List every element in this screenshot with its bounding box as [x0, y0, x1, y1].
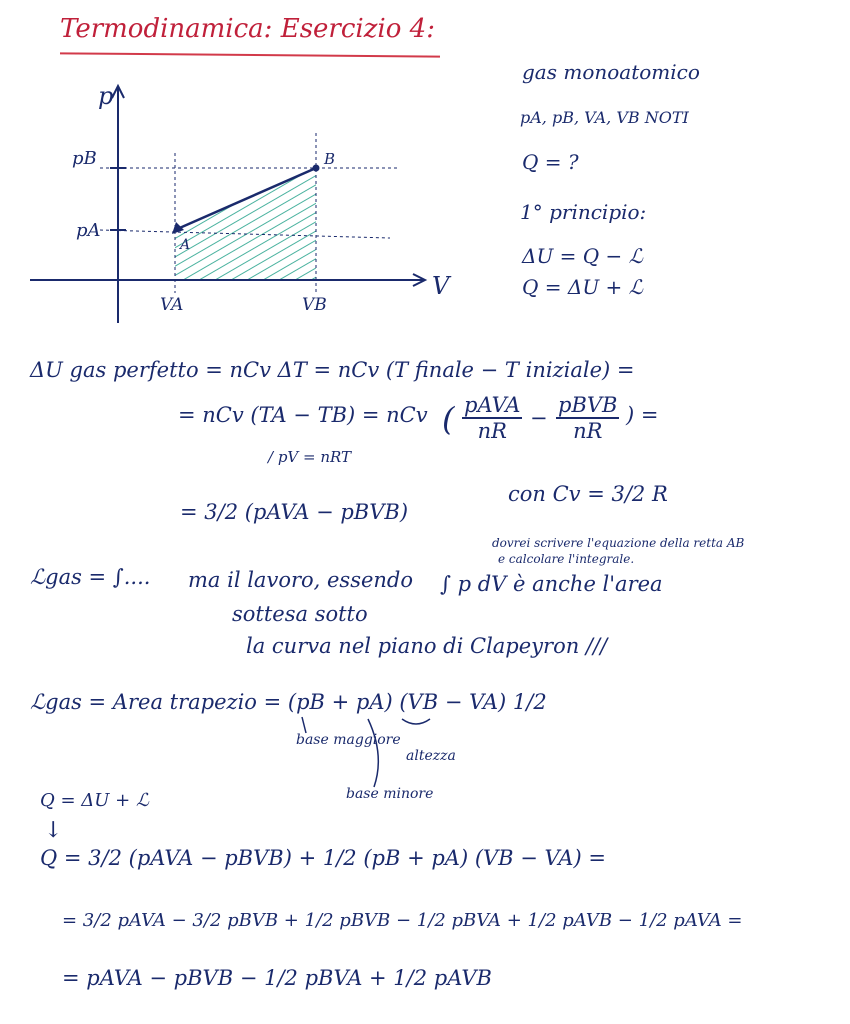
- label-point-b: B: [324, 150, 336, 168]
- fraction-pbvb-nr: [556, 393, 619, 443]
- result-line3: = pAVA − pBVB − 1/2 pBVA + 1/2 pAVB: [62, 966, 492, 990]
- frac1-den: nR: [477, 419, 507, 443]
- with-cv-note: con Cv = 3/2 R: [508, 482, 668, 506]
- pv-diagram: [20, 78, 470, 338]
- label-vb: VB: [302, 295, 327, 315]
- q-short: Q = ΔU + ℒ: [40, 790, 149, 811]
- work-text1: ma il lavoro, essendo: [188, 568, 414, 592]
- result-line2: = 3/2 pAVA − 3/2 pBVB + 1/2 pBVB − 1/2 pBVA + 1/2 pAVB − 1/2 pAVA =: [62, 910, 743, 931]
- note-retta: dovrei scrivere l'equazione della retta AB: [492, 536, 745, 550]
- title-underline: [60, 52, 440, 57]
- down-arrow: ↓: [44, 818, 63, 843]
- result-line1: Q = 3/2 (pAVA − pBVB) + 1/2 (pB + pA) (VB − VA) =: [40, 846, 606, 870]
- delta-u-line2-end: ) =: [626, 403, 659, 427]
- frac2-num: pBVB: [558, 393, 618, 417]
- note-eq2: Q = ΔU + ℒ: [522, 275, 644, 299]
- work-text3: la curva nel piano di Clapeyron ///: [246, 634, 608, 658]
- note-gas-type: gas monoatomico: [522, 60, 700, 84]
- open-paren: (: [442, 400, 455, 438]
- delta-u-line1: ΔU gas perfetto = nCv ΔT = nCv (T finale − T iniziale) =: [30, 358, 635, 382]
- lgas-integral: ℒgas = ∫....: [30, 565, 151, 589]
- label-base-maggiore: base maggiore: [296, 732, 401, 748]
- frac2-den: nR: [573, 419, 603, 443]
- delta-u-line2: = nCv (TA − TB) = nCv: [178, 403, 428, 427]
- fraction-pava-nr: [462, 393, 522, 443]
- note-integrale: e calcolare l'integrale.: [498, 552, 635, 566]
- note-first-law: 1° principio:: [520, 200, 647, 224]
- axis-v-label: V: [432, 272, 450, 300]
- work-area: [175, 168, 316, 280]
- label-base-minore: base minore: [346, 786, 434, 802]
- note-eq1: ΔU = Q − ℒ: [522, 244, 644, 268]
- minus-sign: −: [530, 406, 548, 430]
- label-altezza: altezza: [406, 748, 456, 764]
- axis-p-label: p: [98, 82, 114, 110]
- page-title: Termodinamica: Esercizio 4:: [60, 14, 435, 44]
- note-known-values: pA, pB, VA, VB NOTI: [520, 108, 689, 127]
- label-pa: pA: [76, 220, 101, 241]
- work-text2: sottesa sotto: [232, 602, 368, 626]
- ideal-gas-note: / pV = nRT: [268, 448, 352, 466]
- integral-area: ∫ p dV è anche l'area: [440, 572, 663, 596]
- point-b-marker: [313, 165, 320, 172]
- trapezoid-formula: ℒgas = Area trapezio = (pB + pA) (VB − VA) 1/2: [30, 690, 547, 714]
- delta-u-line3: = 3/2 (pAVA − pBVB): [180, 500, 409, 524]
- label-va: VA: [160, 295, 184, 315]
- note-question: Q = ?: [522, 150, 579, 174]
- label-pb: pB: [72, 148, 97, 169]
- label-point-a: A: [180, 237, 191, 253]
- frac1-num: pAVA: [464, 393, 521, 417]
